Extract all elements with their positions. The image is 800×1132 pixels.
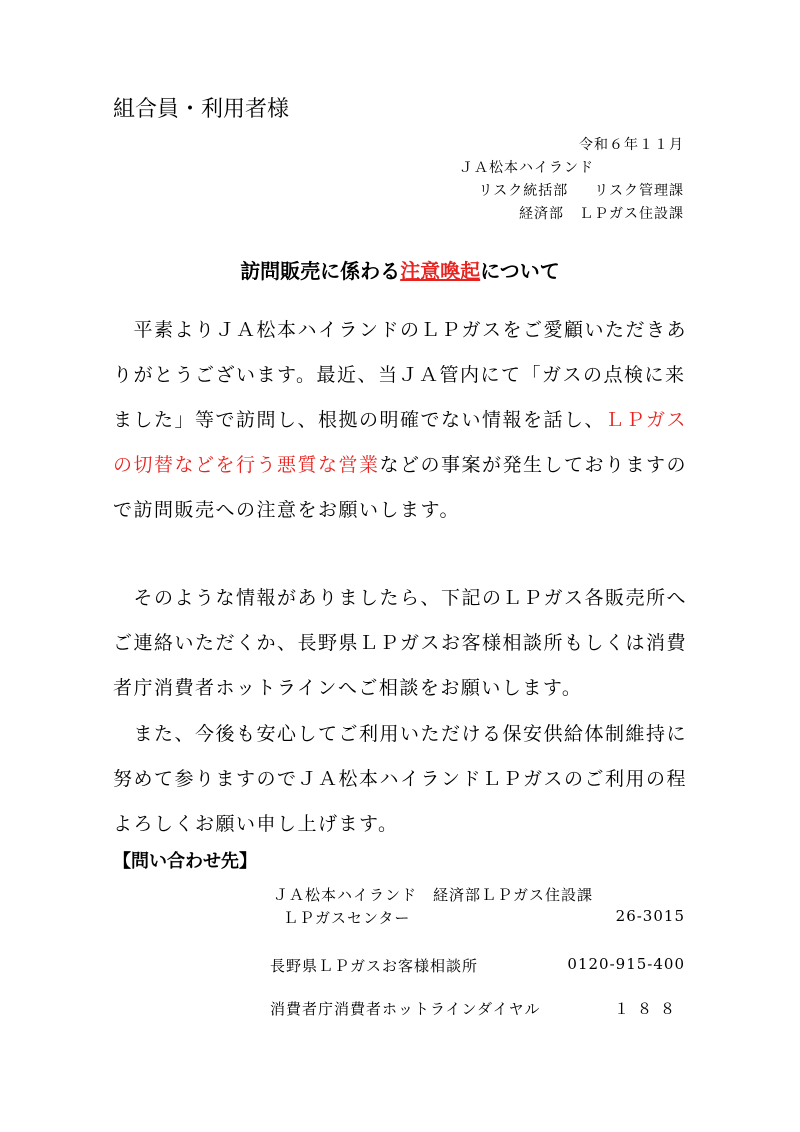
issuer-department-risk	[479, 180, 684, 200]
addressee: 組合員・利用者様	[113, 97, 290, 122]
contact-ja-department: ＪＡ松本ハイランド 経済部ＬＰガス住設課	[273, 886, 594, 904]
paragraph-warning-a: 平素よりＪＡ松本ハイランドのＬＰガスをご愛顧いただきありがとうございます。最近、当ＪＡ管内にて「ガスの点検に来ました」等で訪問し、根拠の明確でない情報を話し、	[113, 319, 688, 431]
contact-consumer-hotline: 消費者庁消費者ホットラインダイヤル	[270, 1000, 541, 1018]
paragraph-contact-advice: そのような情報がありましたら、下記のＬＰガス各販売所へご連絡いただくか、長野県ＬＰガスお客様相談所もしくは消費者庁消費者ホットラインへご相談をお願いします。	[113, 587, 688, 699]
contact-nagano-consultation-number: 0120-915-400	[567, 955, 685, 973]
title-post: について	[480, 259, 560, 283]
title-highlight: 注意喚起	[400, 259, 481, 283]
title-pre: 訪問販売に係わる	[240, 259, 401, 283]
contact-consumer-hotline-number: １８８	[613, 1000, 683, 1018]
paragraph-warning	[113, 308, 693, 533]
contact-heading: 【問い合わせ先】	[113, 851, 257, 872]
paragraph-warning-b: などの事案が発生しておりますので訪問販売への注意をお願いします。	[113, 454, 688, 521]
issue-date: 令和６年１１月	[579, 137, 684, 153]
issuer-organization: ＪＡ松本ハイランド	[459, 160, 594, 176]
contact-nagano-consultation: 長野県ＬＰガスお客様相談所	[270, 957, 479, 975]
contact-lpgas-center-number: 26-3015	[615, 907, 685, 925]
issuer-department-lpgas: 経済部 ＬＰガス住設課	[519, 206, 684, 222]
risk-department: リスク統括部	[478, 183, 569, 199]
paragraph-warning-red: ＬＰガスの切替などを行う悪質な営業	[113, 409, 688, 476]
contact-lpgas-center: ＬＰガスセンター	[283, 909, 411, 927]
paragraph-closing: また、今後も安心してご利用いただける保安供給体制維持に努めて参りますのでＪＡ松本ハイランドＬＰガスのご利用の程よろしくお願い申し上げます。	[113, 723, 688, 835]
risk-section: リスク管理課	[594, 183, 684, 199]
notice-title	[0, 255, 800, 284]
